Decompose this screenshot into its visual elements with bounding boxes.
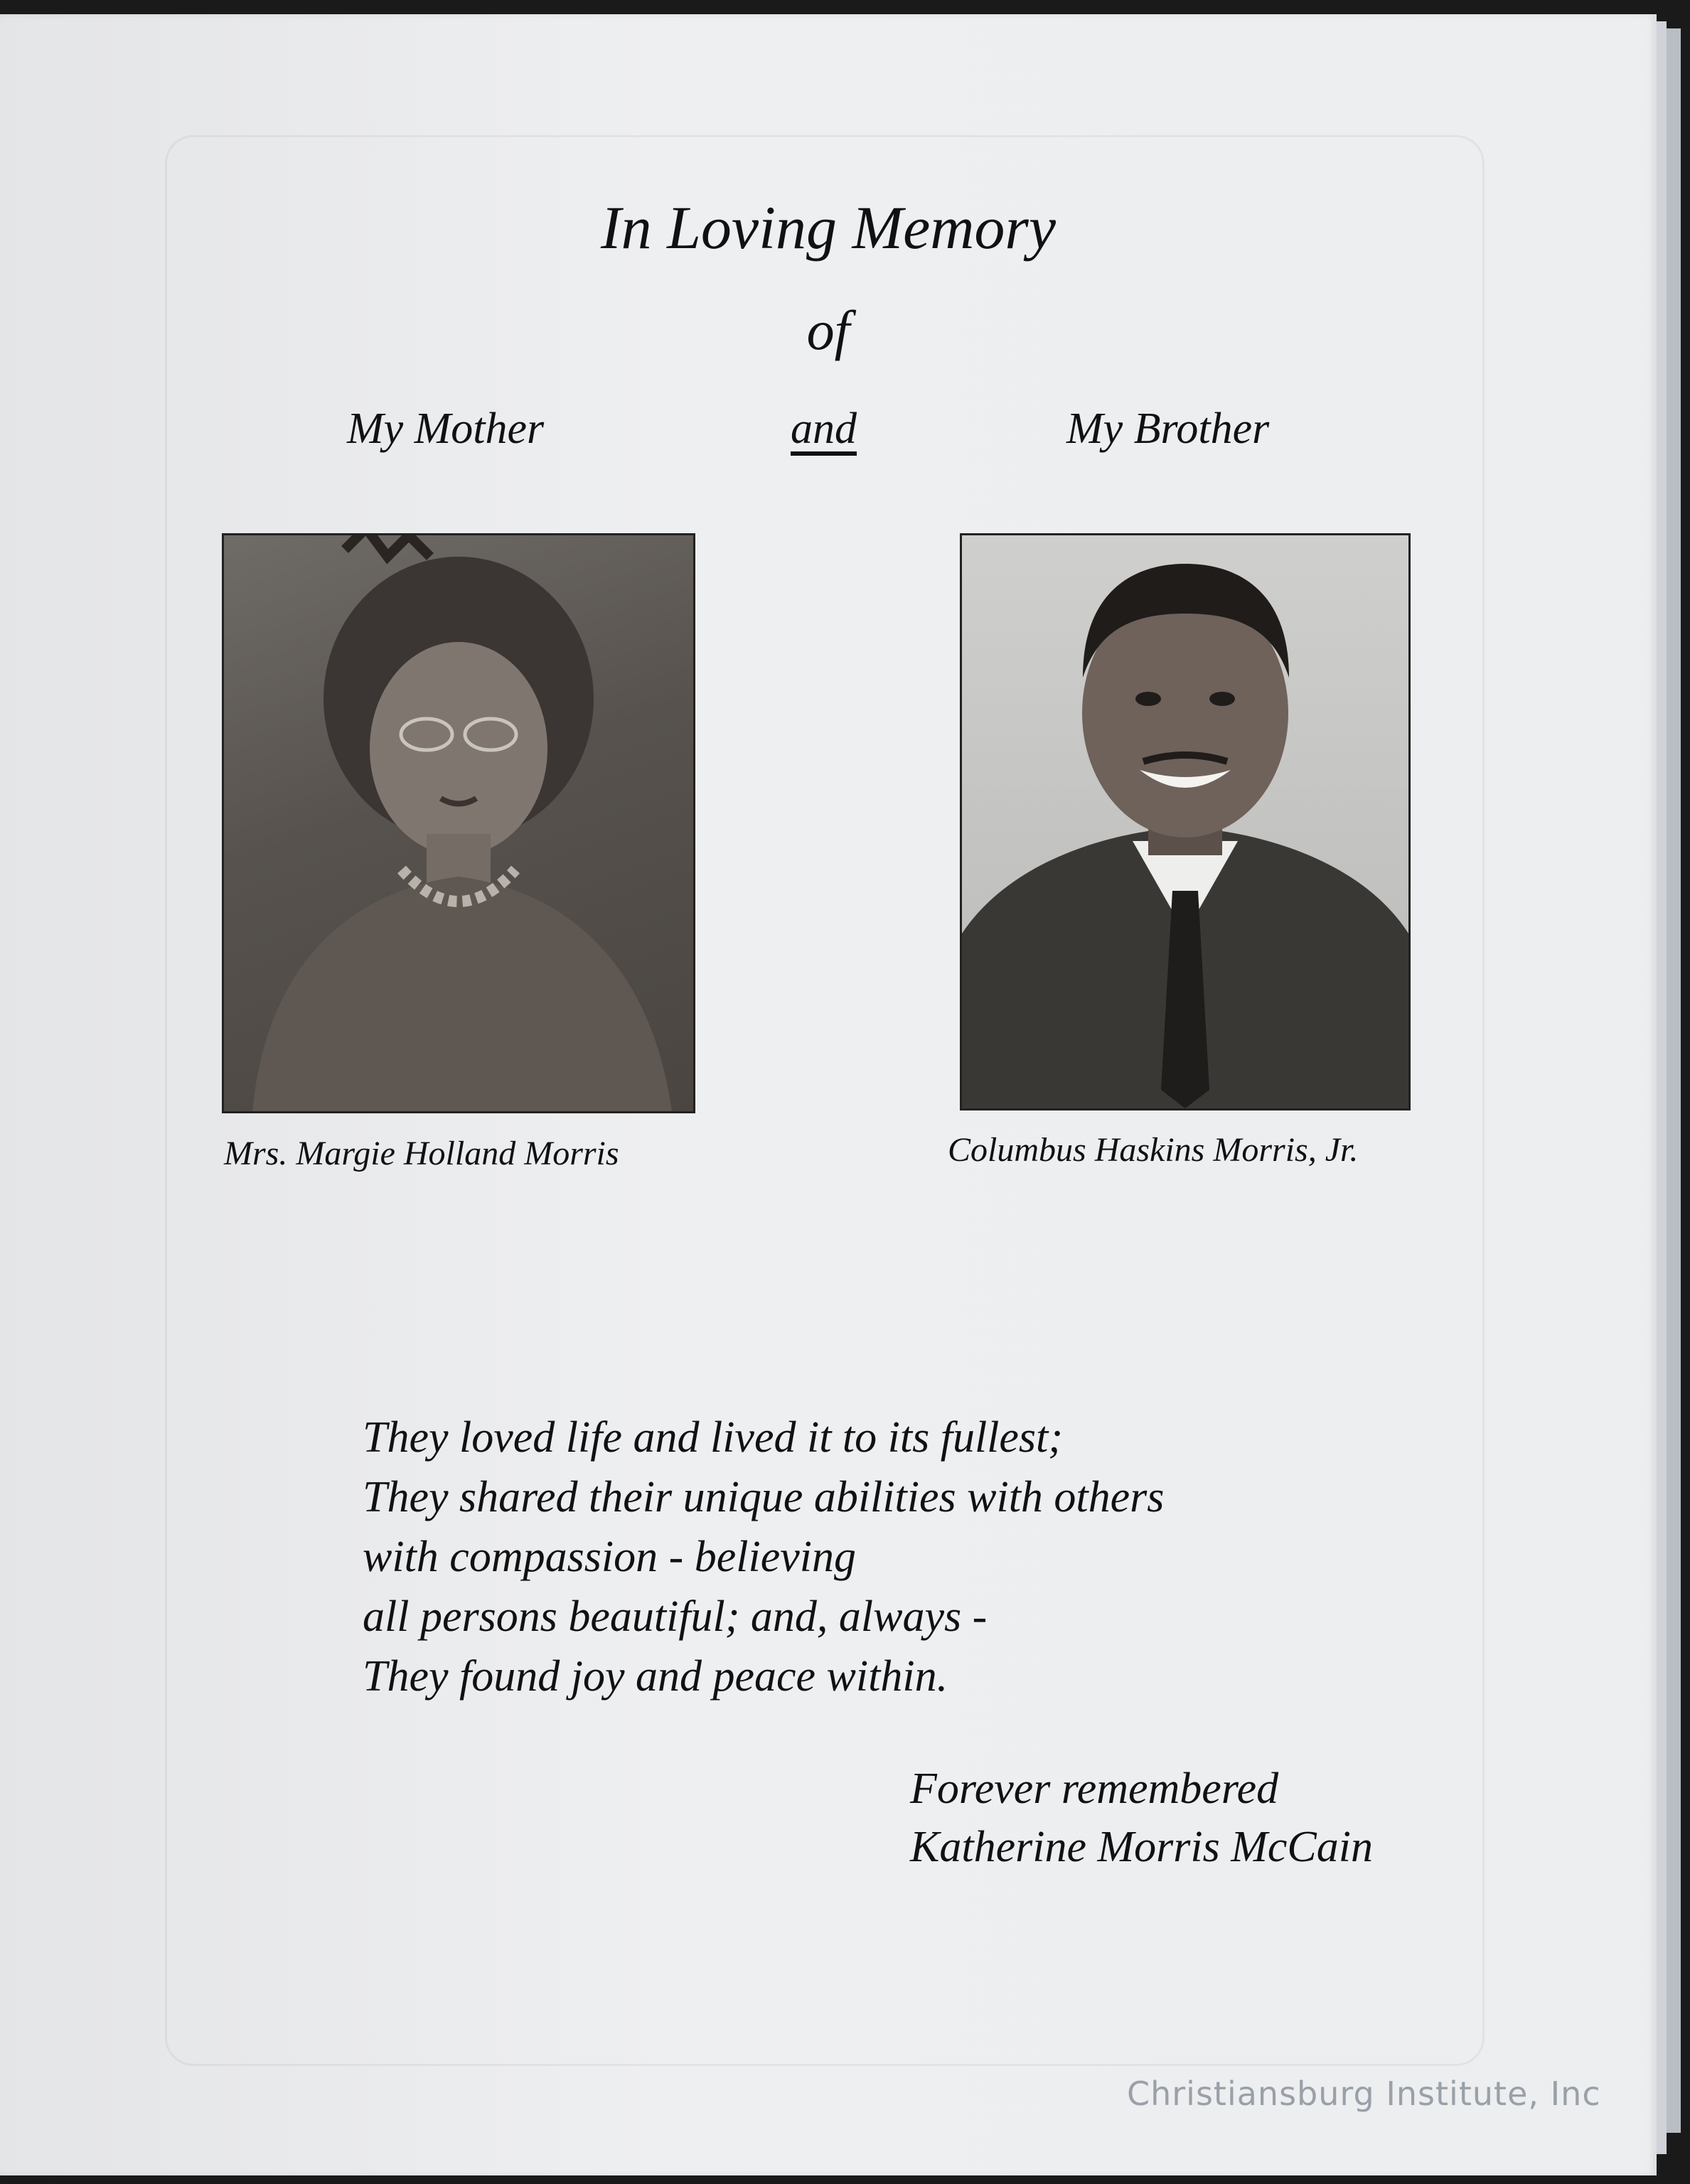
poem-line: They shared their unique abilities with others [363, 1473, 1165, 1521]
mother-portrait-illustration [224, 535, 693, 1111]
poem-line: all persons beautiful; and, always - [363, 1592, 988, 1641]
brother-caption: Columbus Haskins Morris, Jr. [948, 1131, 1359, 1169]
signature-name: Katherine Morris McCain [910, 1823, 1373, 1871]
brother-portrait-illustration [962, 535, 1408, 1108]
mother-photo [222, 533, 695, 1113]
mother-caption: Mrs. Margie Holland Morris [224, 1135, 619, 1172]
page-edge-shadow [1667, 28, 1681, 2133]
poem-line: with compassion - believing [363, 1533, 856, 1581]
memorial-page [0, 14, 1657, 2175]
signature-block [910, 1760, 1373, 1876]
signature-line-1: Forever remembered [910, 1765, 1279, 1813]
page-edge [1657, 21, 1667, 2154]
brother-photo [960, 533, 1411, 1110]
subtitle-mother: My Mother [347, 405, 545, 453]
subtitle-brother: My Brother [1066, 405, 1270, 453]
poem [363, 1408, 1164, 1706]
poem-line: They found joy and peace within. [363, 1652, 948, 1701]
page-title: In Loving Memory [600, 193, 1057, 262]
subtitle-and: and [791, 405, 857, 453]
watermark: Christiansburg Institute, Inc [1127, 2075, 1601, 2113]
title-of: of [806, 299, 850, 361]
poem-line: They loved life and lived it to its fullest; [363, 1413, 1063, 1462]
